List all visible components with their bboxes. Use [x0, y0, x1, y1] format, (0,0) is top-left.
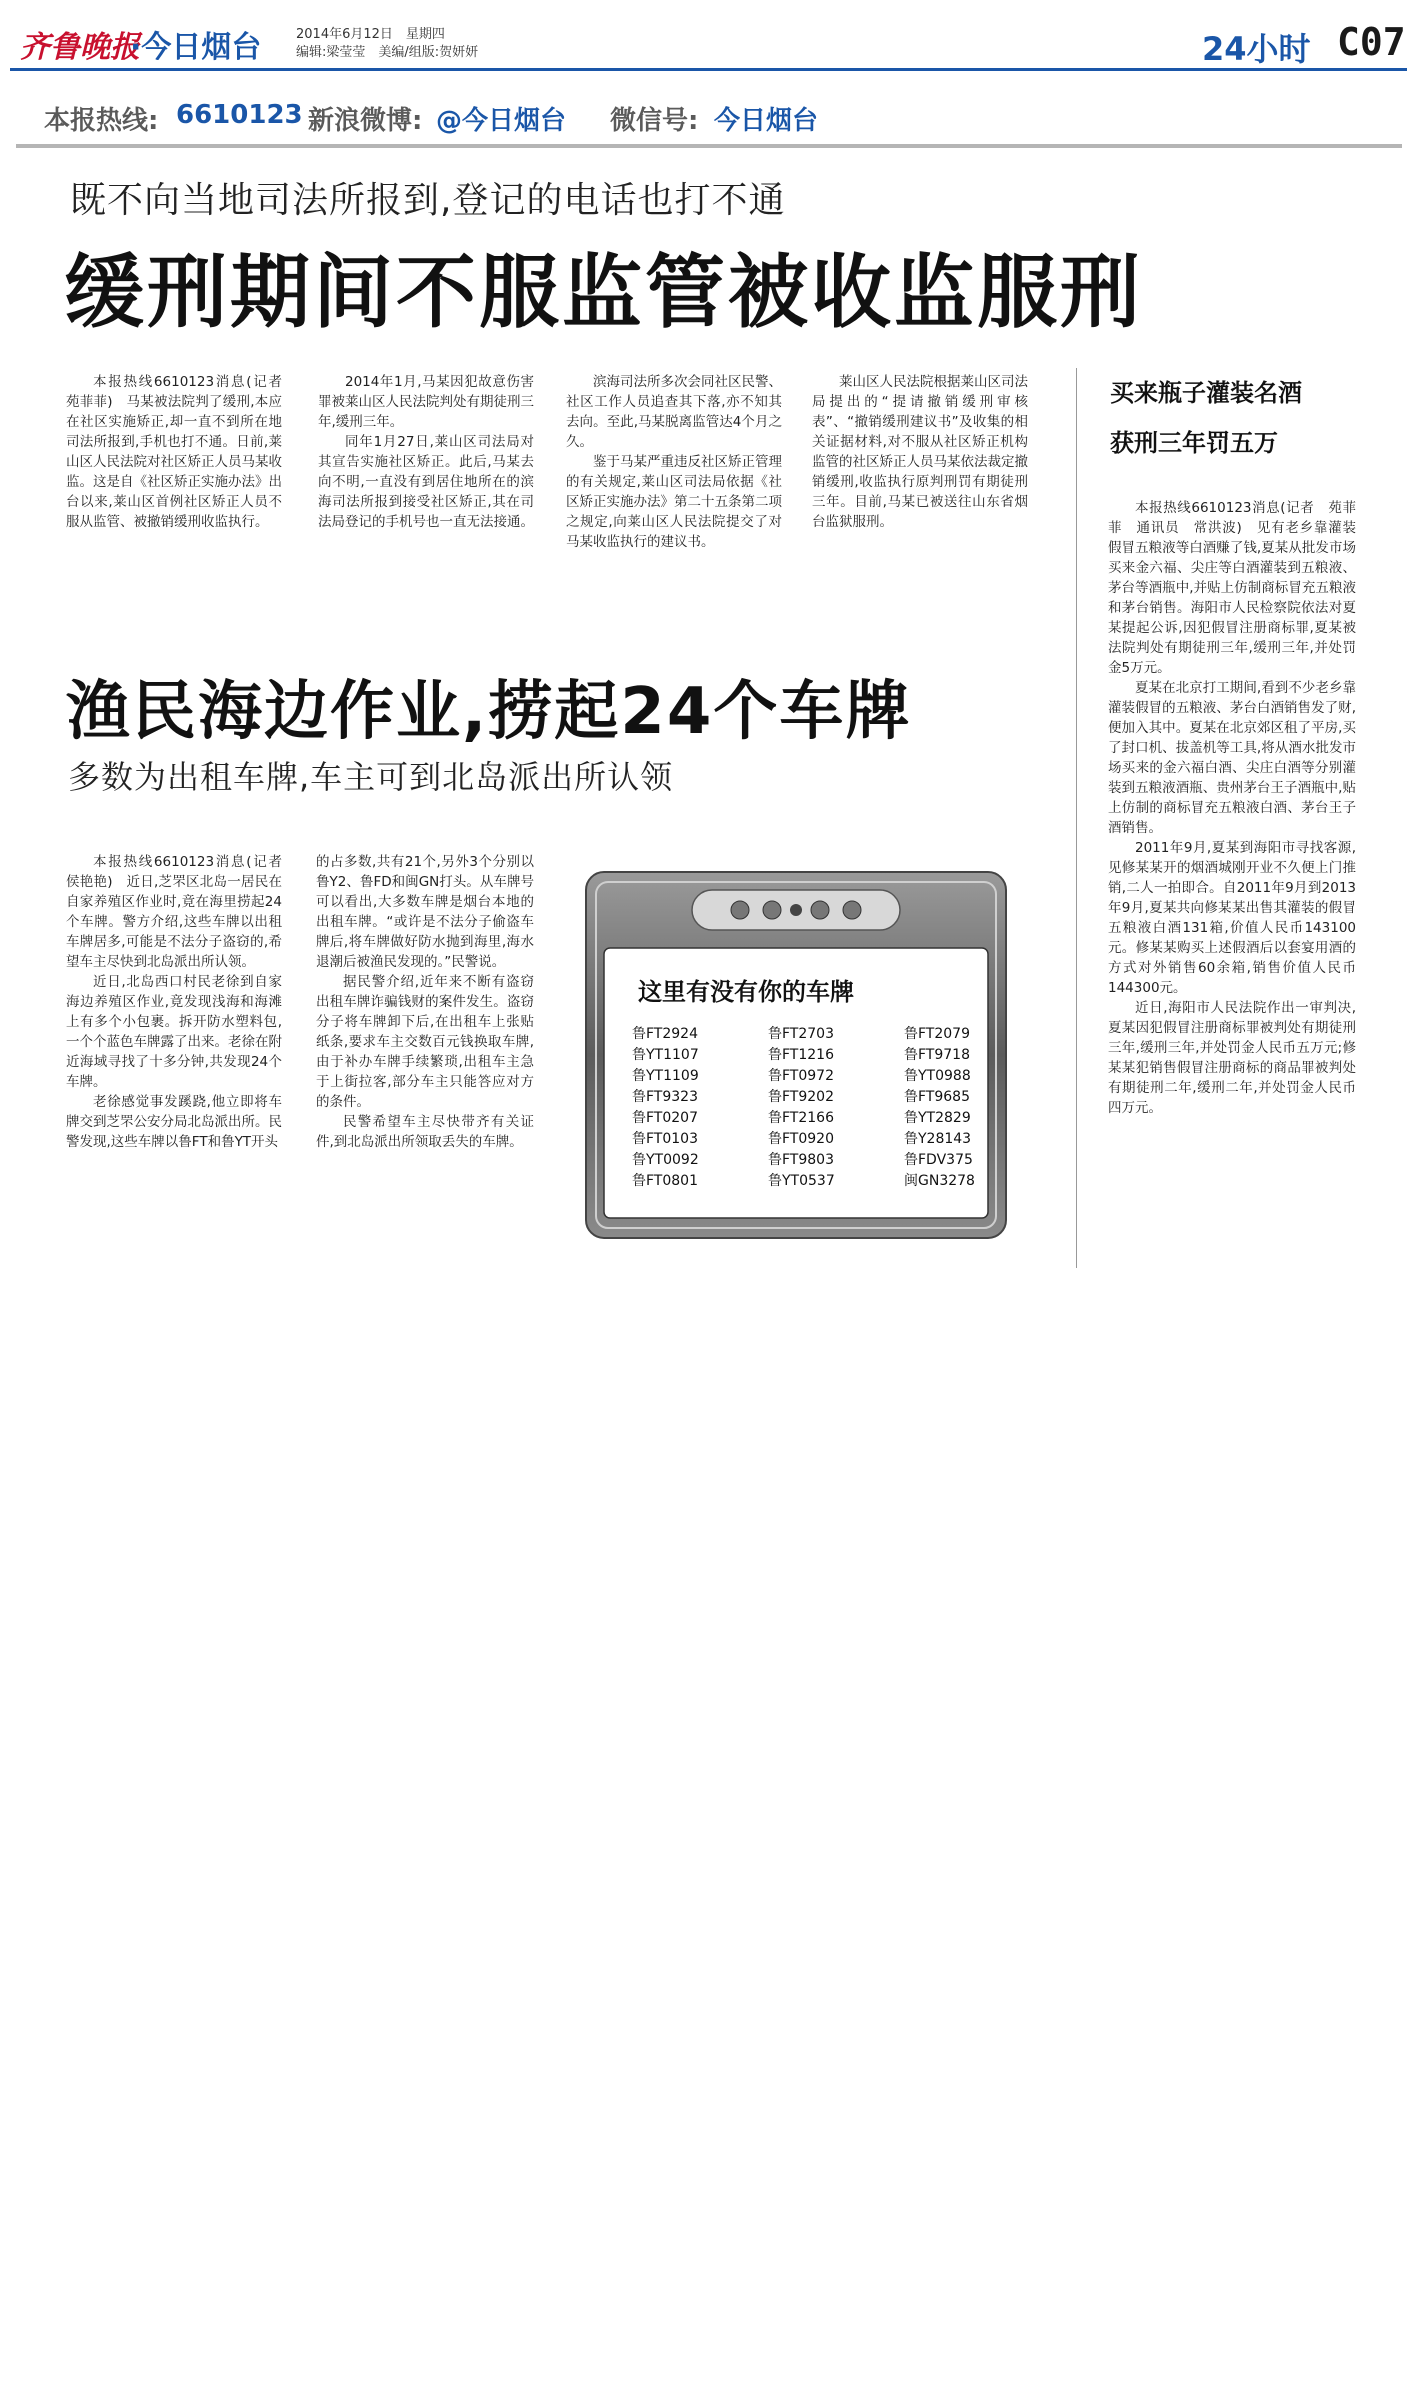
paragraph: 民警希望车主尽快带齐有关证件,到北岛派出所领取丢失的车牌。 — [316, 1114, 534, 1150]
paragraph: 莱山区人民法院根据莱山区司法局提出的“提请撤销缓刑审核表”、“撤销缓刑建议书”及收集的相关证据材料,对不服从社区矫正机构监管的社区矫正人员马某依法裁定撤销缓刑,收监执行原判刑罚有期徒刑三年。目前,马某已被送往山东省烟台监狱服刑。 — [812, 374, 1028, 530]
plate-number: 鲁YT1107 — [632, 1047, 699, 1063]
plate-number: 鲁FT2166 — [768, 1110, 834, 1126]
plates-title: 这里有没有你的车牌 — [638, 978, 854, 1006]
paragraph: 夏某在北京打工期间,看到不少老乡靠灌装假冒的五粮液、茅台白酒销售发了财,便加入其中。夏某在北京郊区租了平房,买了封口机、拔盖机等工具,将从酒水批发市场买来的金六福白酒、尖庄白酒等分别灌装到五粮液酒瓶、贵州茅台王子酒瓶中,贴上仿制的商标冒充五粮液白酒、茅台王子酒销售。 — [1108, 680, 1356, 836]
contact-bar — [18, 100, 1398, 140]
story1-column-4 — [812, 372, 1028, 532]
plate-number: 鲁FT9685 — [904, 1089, 970, 1105]
section-name: ·今日烟台 — [130, 30, 262, 65]
paragraph: 本报热线6610123消息(记者 苑菲菲) 马某被法院判了缓刑,本应在社区实施矫正,却一直不到所在地司法所报到,手机也打不通。日前,莱山区人民法院对社区矫正人员马某收监。这是自《社区矫正实施办法》出台以来,莱山区首例社区矫正人员不服从监管、被撤销缓刑收监执行。 — [66, 374, 296, 530]
hotline-value: 6610123 — [176, 100, 303, 130]
plate-number: 鲁FT2924 — [632, 1026, 698, 1042]
plate-number: 鲁FT9718 — [904, 1047, 970, 1063]
date-line: 2014年6月12日 星期四 — [296, 27, 445, 42]
story1-headline: 缓刑期间不服监管被收监服刑 — [64, 246, 1143, 339]
plate-number: 鲁FT9323 — [632, 1089, 698, 1105]
hotline-label: 本报热线: — [44, 106, 159, 136]
story1-column-1 — [66, 372, 296, 532]
plate-number: 鲁FT2079 — [904, 1026, 970, 1042]
plates-column-2 — [768, 1024, 878, 1192]
plate-number: 鲁FT0103 — [632, 1131, 698, 1147]
weibo-value: @今日烟台 — [436, 106, 567, 136]
license-plate-graphic — [582, 868, 1010, 1242]
side-story-body — [1108, 498, 1356, 1118]
paragraph: 近日,北岛西口村民老徐到自家海边养殖区作业,竟发现浅海和海滩上有多个小包裹。拆开防水塑料包,一个个蓝色车牌露了出来。老徐在附近海域寻找了十多分钟,共发现24个车牌。 — [66, 974, 282, 1090]
plate-number: 鲁YT0988 — [904, 1068, 971, 1084]
column-divider — [1076, 368, 1077, 1268]
wechat-label: 微信号: — [610, 106, 699, 136]
plate-number: 鲁FT2703 — [768, 1026, 834, 1042]
story1-column-2 — [318, 372, 534, 532]
paragraph: 同年1月27日,莱山区司法局对其宣告实施社区矫正。此后,马某去向不明,一直没有到居住地所在的滨海司法所报到接受社区矫正,其在司法局登记的手机号也一直无法接通。 — [318, 434, 534, 530]
weibo-label: 新浪微博: — [308, 106, 423, 136]
plate-number: 鲁FT0972 — [768, 1068, 834, 1084]
side-story-title-2: 获刑三年罚五万 — [1110, 429, 1278, 457]
masthead-rule — [10, 68, 1407, 71]
wechat-value: 今日烟台 — [714, 106, 819, 136]
section-label-24h: 24小时 — [1202, 30, 1311, 68]
paragraph: 本报热线6610123消息(记者 苑菲菲 通讯员 常洪波) 见有老乡靠灌装假冒五粮液等白酒赚了钱,夏某从批发市场买来金六福、尖庄等白酒灌装到五粮液、茅台等酒瓶中,并贴上仿制商标冒充五粮液和茅台销售。海阳市人民检察院依法对夏某提起公诉,因犯假冒注册商标罪,夏某被法院判处有期徒刑三年,缓刑三年,并处罚金5万元。 — [1108, 500, 1356, 676]
newspaper-logo: 齐鲁晚报 — [20, 30, 140, 65]
story1-column-3 — [566, 372, 782, 552]
plate-number: 鲁FT0920 — [768, 1131, 834, 1147]
editor-line: 编辑:梁莹莹 美编/组版:贺妍妍 — [296, 45, 479, 60]
plate-number: 鲁YT0092 — [632, 1152, 699, 1168]
paragraph: 鉴于马某严重违反社区矫正管理的有关规定,莱山区司法局依据《社区矫正实施办法》第二十五条第二项之规定,向莱山区人民法院提交了对马某收监执行的建议书。 — [566, 454, 782, 550]
plate-number: 鲁FT9803 — [768, 1152, 834, 1168]
plate-number: 闽GN3278 — [904, 1173, 975, 1189]
story2-column-2 — [316, 852, 534, 1152]
paragraph: 的占多数,共有21个,另外3个分别以鲁Y2、鲁FD和闽GN打头。从车牌号可以看出,大多数车牌是烟台本地的出租车牌。“或许是不法分子偷盗车牌后,将车牌做好防水抛到海里,海水退潮后被渔民发现的。”民警说。 — [316, 854, 534, 970]
plate-number: 鲁FDV375 — [904, 1152, 973, 1168]
side-story-title-1: 买来瓶子灌装名酒 — [1110, 379, 1302, 407]
paragraph: 老徐感觉事发蹊跷,他立即将车牌交到芝罘公安分局北岛派出所。民警发现,这些车牌以鲁FT和鲁YT开头 — [66, 1094, 282, 1150]
plate-number: 鲁YT0537 — [768, 1173, 835, 1189]
story1-kicker: 既不向当地司法所报到,登记的电话也打不通 — [70, 180, 786, 221]
plate-number: 鲁FT1216 — [768, 1047, 834, 1063]
paragraph: 滨海司法所多次会同社区民警、社区工作人员追查其下落,亦不知其去向。至此,马某脱离监管达4个月之久。 — [566, 374, 782, 450]
plate-number: 鲁Y28143 — [904, 1131, 972, 1147]
plate-number: 鲁YT1109 — [632, 1068, 699, 1084]
plate-number: 鲁FT0801 — [632, 1173, 698, 1189]
story2-column-1 — [66, 852, 296, 1152]
paragraph: 本报热线6610123消息(记者 侯艳艳) 近日,芝罘区北岛一居民在自家养殖区作业时,竟在海里捞起24个车牌。警方介绍,这些车牌以出租车牌居多,可能是不法分子盗窃的,希望车主尽快到北岛派出所认领。 — [66, 854, 296, 970]
plates-column-1 — [632, 1024, 742, 1192]
plates-column-3 — [904, 1024, 1004, 1192]
paragraph: 2014年1月,马某因犯故意伤害罪被莱山区人民法院判处有期徒刑三年,缓刑三年。 — [318, 374, 534, 430]
paragraph: 据民警介绍,近年来不断有盗窃出租车牌诈骗钱财的案件发生。盗窃分子将车牌卸下后,在出租车上张贴纸条,要求车主交数百元钱换取车牌,由于补办车牌手续繁琐,出租车主急于上街拉客,部分车主只能答应对方的条件。 — [316, 974, 534, 1110]
story2-subhead: 多数为出租车牌,车主可到北岛派出所认领 — [68, 758, 674, 796]
plate-number: 鲁FT9202 — [768, 1089, 834, 1105]
contact-rule — [16, 144, 1402, 148]
paragraph: 2011年9月,夏某到海阳市寻找客源,见修某某开的烟酒城刚开业不久便上门推销,二人一拍即合。自2011年9月到2013年9月,夏某共向修某某出售其灌装的假冒五粮液白酒131箱,价值人民币143100元。修某某购买上述假酒后以套宴用酒的方式对外销售60余箱,销售价值人民币144300元。 — [1108, 840, 1356, 996]
plate-number: 鲁FT0207 — [632, 1110, 698, 1126]
paragraph: 近日,海阳市人民法院作出一审判决,夏某因犯假冒注册商标罪被判处有期徒刑三年,缓刑三年,并处罚金人民币五万元;修某某犯销售假冒注册商标的商品罪被判处有期徒刑二年,缓刑二年,并处罚金人民币四万元。 — [1108, 1000, 1356, 1116]
plate-number: 鲁YT2829 — [904, 1110, 971, 1126]
story2-headline: 渔民海边作业,捞起24个车牌 — [66, 675, 912, 749]
page-number: C07 — [1337, 20, 1406, 64]
